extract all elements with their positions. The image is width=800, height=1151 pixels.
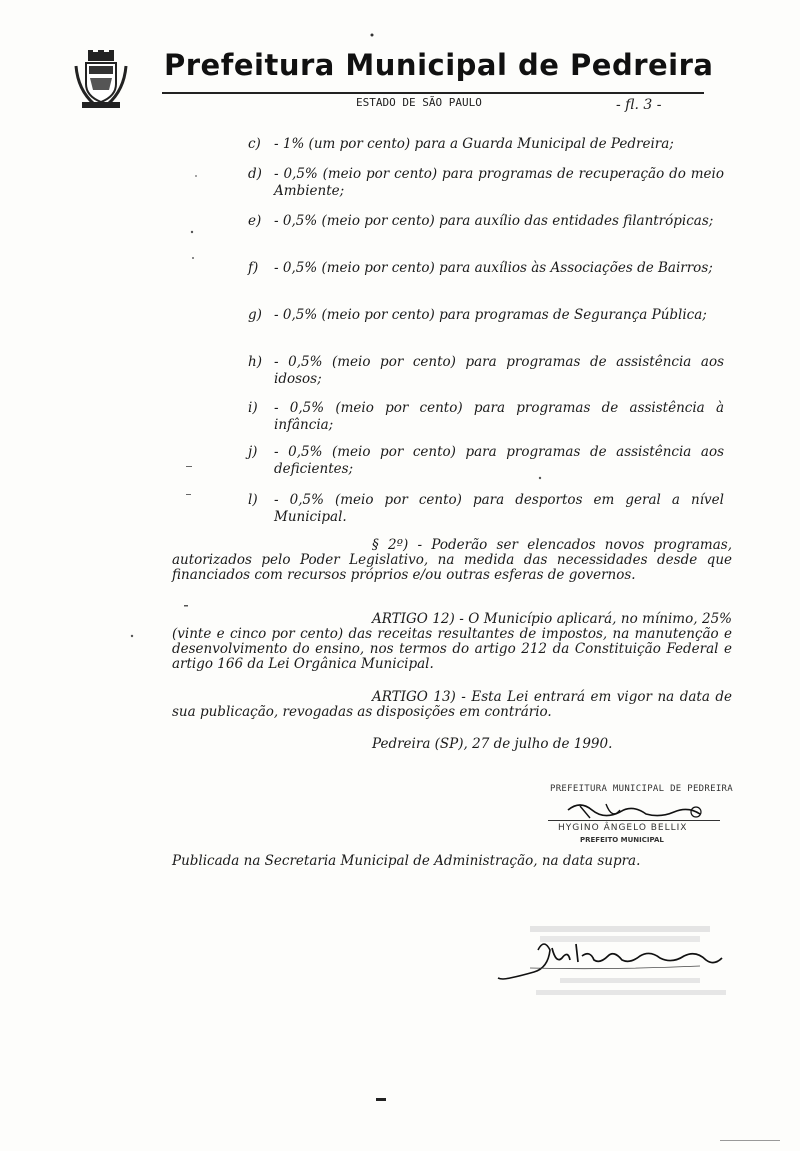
mayor-title: PREFEITO MUNICIPAL	[580, 836, 664, 844]
article-12: ARTIGO 12) - O Município aplicará, no mínimo, 25% (vinte e cinco por cento) das receitas resultantes de impostos, na manutenção e desenvolvimento do ensino, nos termos do artigo 212 da Constituição Federal e artigo 166 da Lei Orgânica Municipal.	[172, 611, 732, 672]
item-letter: g)	[248, 307, 262, 323]
item-text: - 0,5% (meio por cento) para programas de Segurança Pública;	[274, 307, 707, 323]
item-text: - 0,5% (meio por cento) para auxílio das entidades filantrópicas;	[274, 213, 714, 229]
item-text: - 0,5% (meio por cento) para desportos em geral a nível Municipal.	[274, 492, 724, 525]
item-letter: f)	[248, 260, 259, 276]
place-date: Pedreira (SP), 27 de julho de 1990.	[372, 736, 613, 752]
paragraph-section-2: § 2º) - Poderão ser elencados novos programas, autorizados pelo Poder Legislativo, na medida das necessidades desde que financiados com recursos próprios e/ou outras esferas de governos.	[172, 537, 732, 583]
item-letter: d)	[248, 166, 262, 182]
item-text: - 0,5% (meio por cento) para auxílios às Associações de Bairros;	[274, 260, 713, 276]
publication-note: Publicada na Secretaria Municipal de Administração, na data supra.	[172, 853, 641, 869]
mayor-stamp: PREFEITURA MUNICIPAL DE PEDREIRA	[550, 784, 733, 794]
item-letter: c)	[248, 136, 261, 152]
item-letter: i)	[248, 400, 258, 416]
folio-number: - fl. 3 -	[616, 97, 662, 113]
item-text: - 0,5% (meio por cento) para programas de assistência aos idosos;	[274, 354, 724, 387]
page-title: Prefeitura Municipal de Pedreira	[164, 48, 714, 82]
item-text: - 1% (um por cento) para a Guarda Municipal de Pedreira;	[274, 136, 674, 152]
article-13: ARTIGO 13) - Esta Lei entrará em vigor na data de sua publicação, revogadas as disposições em contrário.	[172, 689, 732, 720]
mayor-name: HYGINO ÂNGELO BELLIX	[558, 823, 688, 833]
item-text: - 0,5% (meio por cento) para programas de assistência aos deficientes;	[274, 444, 724, 477]
item-text: - 0,5% (meio por cento) para programas de recuperação do meio Ambiente;	[274, 166, 724, 199]
item-letter: l)	[248, 492, 258, 508]
state-subtitle: ESTADO DE SÃO PAULO	[356, 96, 482, 109]
item-letter: j)	[248, 444, 258, 460]
item-text: - 0,5% (meio por cento) para programas de assistência à infância;	[274, 400, 724, 433]
item-letter: e)	[248, 213, 262, 229]
item-letter: h)	[248, 354, 262, 370]
